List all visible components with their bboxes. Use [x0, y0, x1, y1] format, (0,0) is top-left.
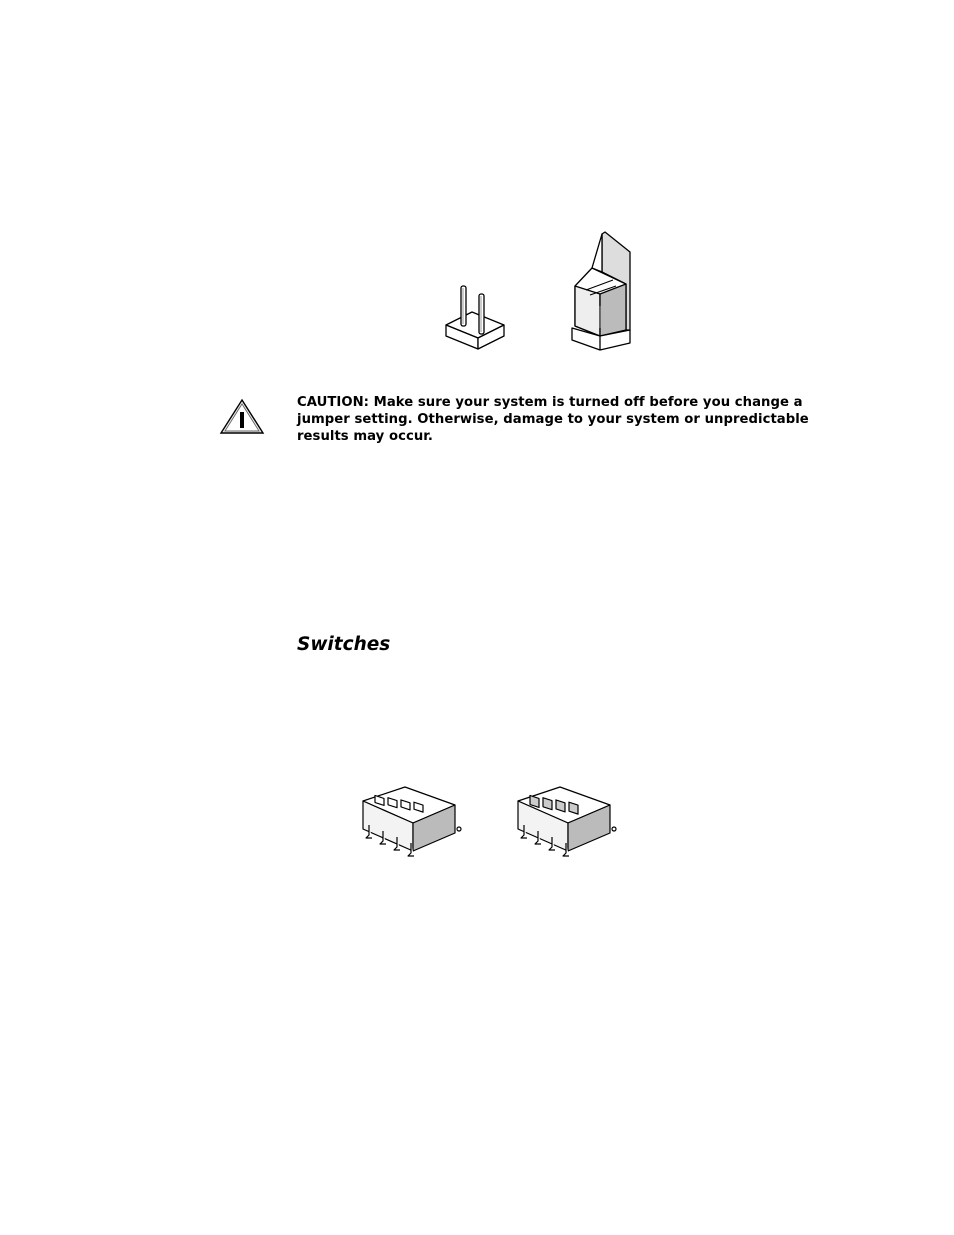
open-jumper-pins: [446, 286, 504, 349]
dip-switch-off: [363, 787, 461, 856]
caution-triangle-icon: [219, 398, 265, 436]
jumper-plug: [572, 232, 630, 350]
dip-switch-illustration: [355, 775, 620, 865]
dip-switch-on: [518, 787, 616, 856]
section-heading-switches: Switches: [297, 634, 391, 655]
jumper-illustration: [430, 228, 640, 358]
caution-notice-text: CAUTION: Make sure your system is turned off before you change a jumper setting. Otherwise, damage to your system or unpredictable results may occur.: [297, 395, 809, 444]
